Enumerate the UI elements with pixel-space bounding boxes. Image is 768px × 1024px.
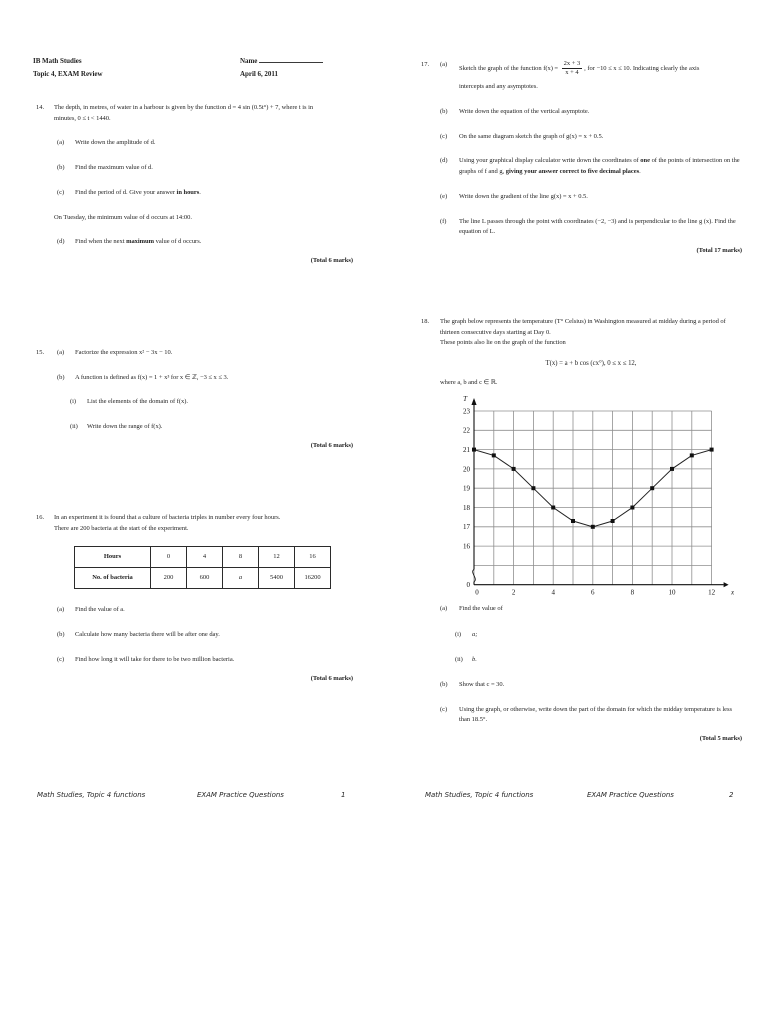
q15-marks-total: (Total 6 marks) bbox=[310, 441, 353, 449]
part-label: (d) bbox=[440, 157, 448, 165]
part-label: (b) bbox=[57, 373, 65, 381]
svg-text:8: 8 bbox=[630, 588, 635, 597]
part-label: (c) bbox=[440, 705, 448, 713]
exam-date: April 6, 2011 bbox=[240, 70, 278, 79]
q18-part-c bbox=[440, 705, 742, 726]
part-text: A function is defined as f(x) = 1 + x³ for x ∈ ℤ, −3 ≤ x ≤ 3. bbox=[75, 373, 229, 381]
q18-part-a-ii bbox=[455, 655, 742, 666]
part-label: (c) bbox=[440, 132, 448, 140]
q14-part-d bbox=[57, 237, 353, 248]
fraction-numerator: 2x + 3 bbox=[562, 60, 583, 69]
q16-part-a bbox=[57, 605, 353, 616]
page2-footer bbox=[411, 790, 742, 804]
part-label: (f) bbox=[440, 217, 447, 225]
q17-part-b bbox=[440, 107, 742, 118]
part-label: (b) bbox=[440, 680, 448, 688]
q17-part-f bbox=[440, 217, 742, 238]
q15-part-b-ii bbox=[70, 422, 353, 433]
q18-function-formula: T(x) = a + b cos (cx°), 0 ≤ x ≤ 12, bbox=[545, 360, 637, 368]
part-label: (a) bbox=[57, 139, 65, 147]
part-label: (a) bbox=[57, 606, 65, 614]
table-cell: 4 bbox=[187, 547, 223, 568]
question-number: 18. bbox=[421, 318, 430, 325]
q16-marks-total: (Total 6 marks) bbox=[310, 674, 353, 682]
temperature-chart-svg bbox=[452, 391, 740, 599]
part-label: (a) bbox=[57, 349, 65, 356]
page1-header bbox=[33, 55, 353, 82]
part-label: (b) bbox=[57, 164, 65, 172]
question-18 bbox=[411, 317, 742, 745]
svg-text:16: 16 bbox=[463, 542, 470, 551]
part-label: (a) bbox=[440, 61, 448, 68]
q17-part-a bbox=[440, 60, 742, 93]
q14-intro-line1: The depth, in metres, of water in a harbour is given by the function d = 4 sin (0.5t°) + 7, where t is in bbox=[54, 104, 314, 111]
subpart-label: (ii) bbox=[70, 423, 78, 431]
q16-part-c bbox=[57, 655, 353, 666]
part-label: (a) bbox=[440, 604, 448, 612]
part-text: , for −10 ≤ x ≤ 10. Indicating clearly the axis bbox=[584, 65, 700, 73]
q16-intro-line2: There are 200 bacteria at the start of the experiment. bbox=[54, 524, 189, 532]
svg-text:0: 0 bbox=[475, 588, 479, 597]
question-number: 15. bbox=[36, 349, 45, 356]
part-text: Find the value of a. bbox=[75, 606, 125, 614]
part-text: Sketch the graph of the function f(x) = bbox=[459, 65, 560, 73]
svg-text:2: 2 bbox=[511, 588, 516, 597]
svg-text:21: 21 bbox=[463, 446, 470, 455]
q18-intro-line2: These points also lie on the graph of the function bbox=[440, 339, 566, 347]
subpart-text: a; bbox=[472, 630, 478, 638]
table-cell: 16200 bbox=[295, 568, 331, 589]
table-row bbox=[75, 568, 331, 589]
q18-intro: The graph below represents the temperature (T° Celsius) in Washington measured at midday during a period of thirteen consecutive days starting at Day 0. bbox=[440, 318, 726, 336]
part-text: Calculate how many bacteria there will be after one day. bbox=[75, 631, 220, 639]
q14-note: On Tuesday, the minimum value of d occurs at 14:00. bbox=[54, 213, 192, 221]
q16-part-b bbox=[57, 630, 353, 641]
name-row bbox=[240, 55, 323, 68]
part-text: The line L passes through the point with coordinates (−2, −3) and is perpendicular to the line g (x). Find the equation of L. bbox=[459, 217, 736, 236]
svg-text:x: x bbox=[731, 588, 735, 597]
q14-part-a bbox=[57, 138, 353, 149]
table-header-cell: Hours bbox=[75, 547, 151, 568]
fraction-denominator: x + 4 bbox=[565, 69, 579, 77]
svg-text:18: 18 bbox=[463, 503, 470, 512]
footer-title: EXAM Practice Questions bbox=[197, 791, 284, 799]
name-blank-line bbox=[259, 57, 323, 63]
svg-text:19: 19 bbox=[463, 484, 470, 493]
part-label: (b) bbox=[57, 631, 65, 639]
part-text: Write down the equation of the vertical asymptote. bbox=[459, 107, 590, 115]
q18-part-b bbox=[440, 680, 742, 691]
q17-part-d bbox=[440, 156, 742, 177]
part-label: (c) bbox=[57, 655, 65, 663]
q18-part-a-i bbox=[455, 630, 742, 641]
svg-text:T: T bbox=[463, 395, 467, 404]
q14-part-c bbox=[57, 188, 353, 199]
subpart-text: b. bbox=[472, 656, 477, 664]
svg-text:22: 22 bbox=[463, 426, 470, 435]
svg-text:6: 6 bbox=[591, 588, 595, 597]
svg-text:23: 23 bbox=[463, 407, 470, 416]
q14-part-b bbox=[57, 163, 353, 174]
part-text: Using the graph, or otherwise, write down the part of the domain for which the midday temperature is less than 18.5°. bbox=[459, 705, 733, 724]
table-cell: 12 bbox=[259, 547, 295, 568]
question-number: 14. bbox=[36, 104, 45, 111]
table-cell: 16 bbox=[295, 547, 331, 568]
q18-part-a bbox=[440, 604, 742, 615]
part-text: Find when the next maximum value of d occurs. bbox=[75, 238, 202, 246]
part-label: (b) bbox=[440, 107, 448, 115]
header-course-line1: IB Math Studies bbox=[33, 57, 82, 65]
part-text: Write down the amplitude of d. bbox=[75, 139, 156, 147]
part-text: Find the period of d. Give your answer in hours. bbox=[75, 188, 201, 196]
question-17 bbox=[411, 60, 742, 257]
q15-part-b bbox=[57, 373, 353, 384]
part-text-line2: intercepts and any asymptotes. bbox=[459, 83, 538, 91]
q14-marks-total: (Total 6 marks) bbox=[310, 257, 353, 265]
q15-part-b-i bbox=[70, 397, 353, 408]
q17-part-c bbox=[440, 132, 742, 143]
svg-text:20: 20 bbox=[463, 465, 470, 474]
subpart-label: (i) bbox=[455, 630, 462, 638]
table-cell: 0 bbox=[151, 547, 187, 568]
svg-text:12: 12 bbox=[708, 588, 716, 597]
part-text: Show that c = 30. bbox=[459, 680, 505, 688]
svg-text:4: 4 bbox=[551, 588, 555, 597]
table-header-cell: No. of bacteria bbox=[75, 568, 151, 589]
table-row bbox=[75, 547, 331, 568]
svg-text:10: 10 bbox=[668, 588, 676, 597]
subpart-label: (ii) bbox=[455, 656, 463, 664]
svg-text:0: 0 bbox=[466, 581, 470, 590]
table-cell: 200 bbox=[151, 568, 187, 589]
q18-marks-total: (Total 5 marks) bbox=[699, 735, 742, 743]
header-name-date bbox=[240, 55, 323, 82]
table-cell: 5400 bbox=[259, 568, 295, 589]
footer-page-number: 2 bbox=[729, 791, 734, 799]
q15-part-a bbox=[57, 348, 353, 359]
part-text: Find the value of bbox=[459, 604, 503, 612]
part-text: Find how long it will take for there to be two million bacteria. bbox=[75, 655, 235, 663]
part-text: On the same diagram sketch the graph of g(x) = x + 0.5. bbox=[459, 132, 604, 140]
subpart-text: Write down the range of f(x). bbox=[87, 423, 163, 431]
bacteria-table bbox=[74, 546, 331, 589]
subpart-text: List the elements of the domain of f(x). bbox=[87, 398, 188, 406]
part-text: Find the maximum value of d. bbox=[75, 164, 153, 172]
part-label: (d) bbox=[57, 238, 65, 246]
part-text: Factorize the expression x² − 3x − 10. bbox=[75, 349, 173, 356]
question-15 bbox=[33, 348, 353, 452]
name-label: Name bbox=[240, 57, 258, 65]
footer-course: Math Studies, Topic 4 functions bbox=[37, 791, 146, 799]
svg-text:17: 17 bbox=[463, 523, 470, 532]
table-cell-unknown-a: a bbox=[223, 568, 259, 589]
part-text: Write down the gradient of the line g(x) = x + 0.5. bbox=[459, 192, 588, 200]
part-text: Using your graphical display calculator write down the coordinates of one of the points of intersection on the graphs of f and g, giving your answer correct to five decimal places. bbox=[459, 157, 740, 176]
q14-intro-line2: minutes, 0 ≤ t < 1440. bbox=[54, 114, 111, 122]
footer-page-number: 1 bbox=[341, 791, 346, 799]
temperature-chart bbox=[452, 391, 742, 604]
question-14 bbox=[33, 103, 353, 267]
question-number: 17. bbox=[421, 61, 430, 68]
footer-title: EXAM Practice Questions bbox=[587, 791, 674, 799]
question-16 bbox=[33, 513, 353, 684]
table-cell: 600 bbox=[187, 568, 223, 589]
subpart-label: (i) bbox=[70, 398, 77, 406]
page1-footer bbox=[33, 790, 353, 804]
q17-part-e bbox=[440, 192, 742, 203]
q18-where-line: where a, b and c ∈ ℝ. bbox=[440, 379, 498, 387]
q16-intro-line1: In an experiment it is found that a culture of bacteria triples in number every four hours. bbox=[54, 514, 281, 521]
table-cell: 8 bbox=[223, 547, 259, 568]
question-number: 16. bbox=[36, 514, 45, 521]
footer-course: Math Studies, Topic 4 functions bbox=[425, 791, 534, 799]
part-label: (c) bbox=[57, 188, 65, 196]
fraction bbox=[562, 60, 583, 77]
q17-marks-total: (Total 17 marks) bbox=[696, 247, 742, 254]
header-course-line2: Topic 4, EXAM Review bbox=[33, 70, 103, 79]
part-label: (e) bbox=[440, 192, 448, 200]
